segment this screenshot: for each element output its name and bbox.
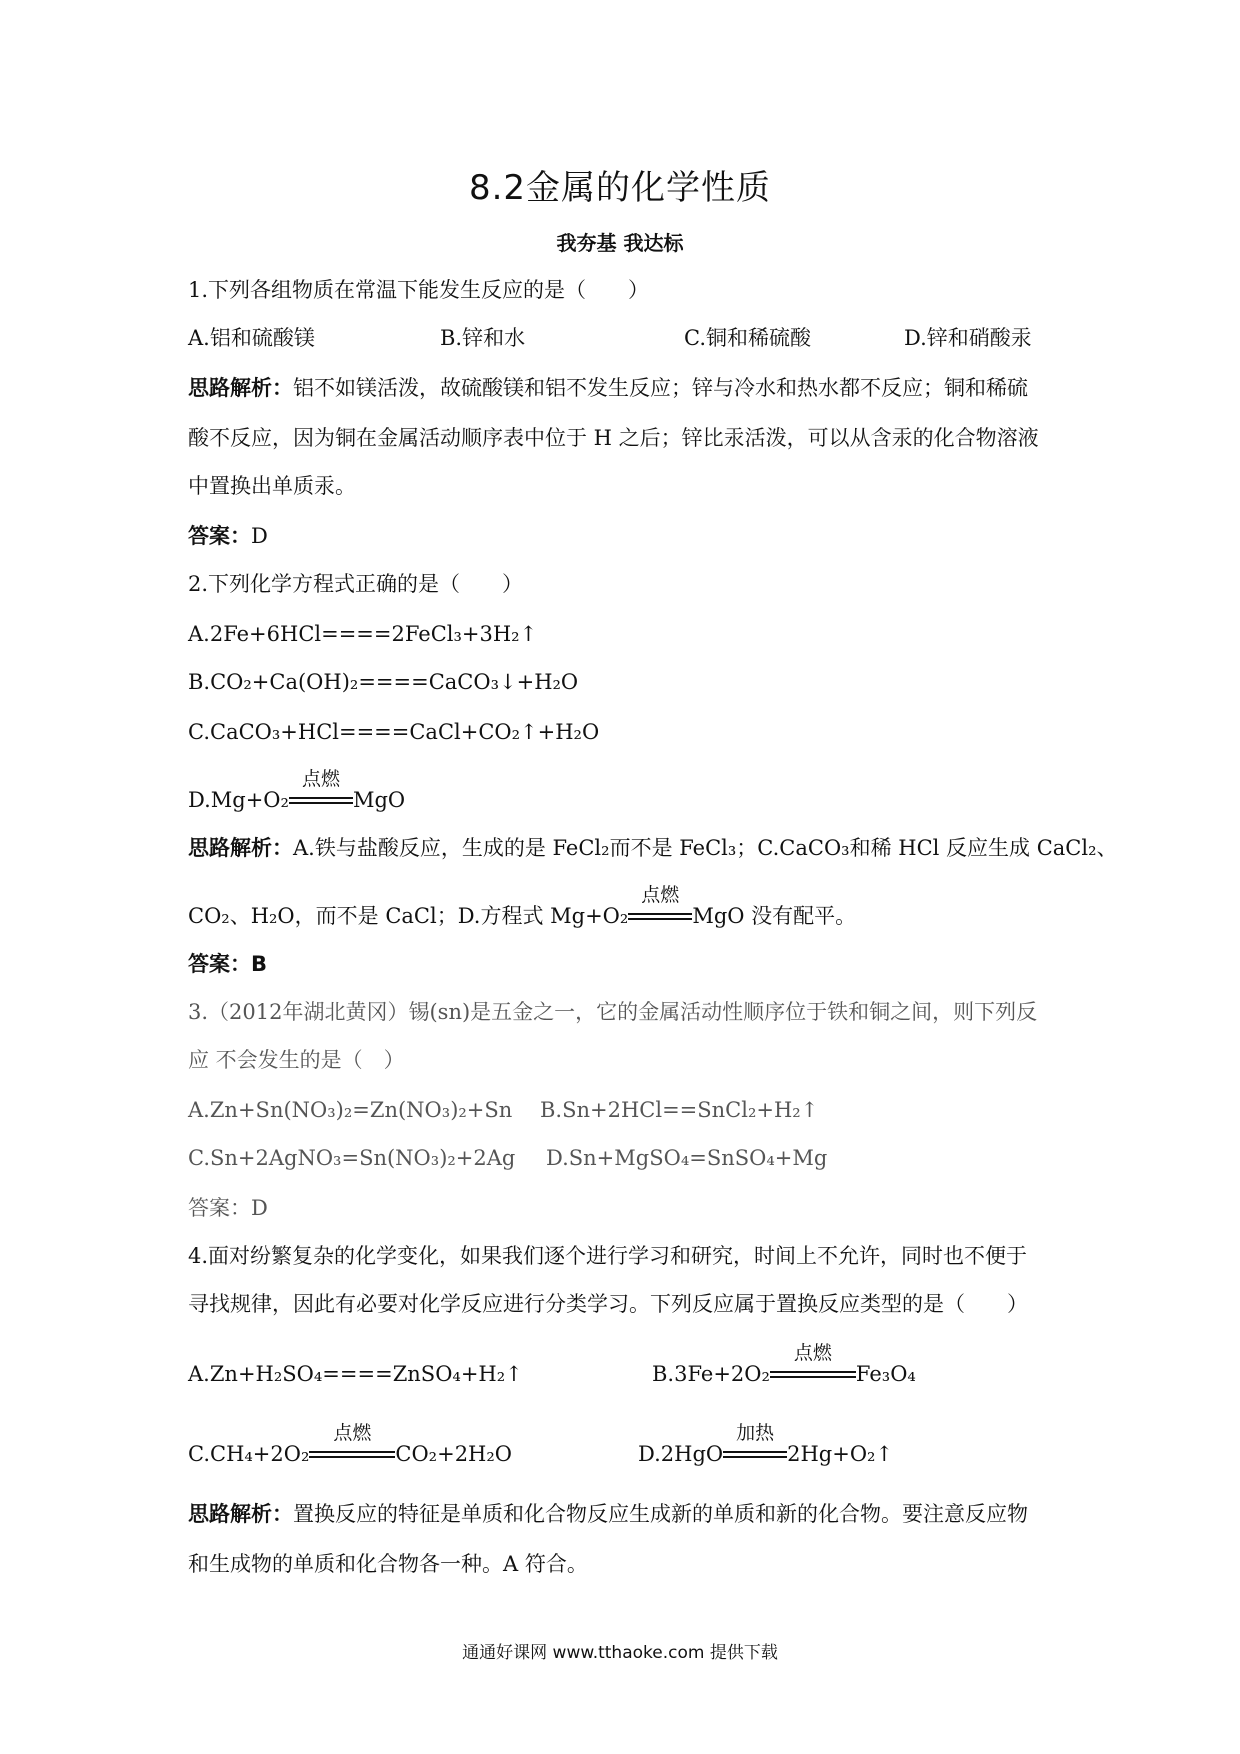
q4-option-d: D.2HgO 加热 2Hg+O₂↑: [638, 1440, 893, 1470]
q2-analysis-line-2: CO₂、H₂O，而不是 CaCl；D.方程式 Mg+O₂ 点燃 MgO 没有配平。: [188, 902, 1068, 932]
q2-option-b: B.CO₂+Ca(OH)₂====CaCO₃↓+H₂O: [188, 670, 579, 694]
q3-option-d: D.Sn+MgSO₄=SnSO₄+Mg: [546, 1146, 828, 1170]
q3-option-b: B.Sn+2HCl==SnCl₂+H₂↑: [540, 1098, 819, 1122]
q3-option-a: A.Zn+Sn(NO₃)₂=Zn(NO₃)₂+Sn: [188, 1098, 513, 1122]
q1-stem: 1.下列各组物质在常温下能发生反应的是（ ）: [188, 278, 650, 302]
q1-analysis-line-1: 思路解析：铝不如镁活泼，故硫酸镁和铝不发生反应；锌与冷水和热水都不反应；铜和稀硫: [188, 376, 1028, 400]
q1-option-a: A.铝和硫酸镁: [188, 326, 315, 350]
q4-stem-line-2: 寻找规律，因此有必要对化学反应进行分类学习。下列反应属于置换反应类型的是（ ）: [188, 1292, 1028, 1316]
q4-stem-line-1: 4.面对纷繁复杂的化学变化，如果我们逐个进行学习和研究，时间上不允许，同时也不便于: [188, 1244, 1028, 1268]
page-title: 8.2金属的化学性质: [468, 168, 772, 208]
ignite-condition-arrow: 点燃: [289, 788, 353, 816]
heat-condition-arrow: 加热: [723, 1442, 787, 1470]
q3-answer: 答案：D: [188, 1196, 268, 1220]
q2-option-d: D.Mg+O₂ 点燃 MgO: [188, 786, 1068, 816]
q4-option-b: B.3Fe+2O₂ 点燃 Fe₃O₄: [652, 1360, 916, 1390]
q1-option-b: B.锌和水: [440, 326, 526, 350]
q1-analysis-label: 思路解析：: [188, 376, 293, 400]
q3-stem-line-1: 3.（2012年湖北黄冈）锡(sn)是五金之一，它的金属活动性顺序位于铁和铜之间，则下列反: [188, 1000, 1038, 1024]
q4-option-c: C.CH₄+2O₂ 点燃 CO₂+2H₂O: [188, 1440, 512, 1470]
page-footer: 通通好课网 www.tthaoke.com 提供下载: [462, 1643, 778, 1663]
q4-analysis-line-2: 和生成物的单质和化合物各一种。A 符合。: [188, 1552, 588, 1576]
q1-option-c: C.铜和稀硫酸: [684, 326, 811, 350]
q2-option-a: A.2Fe+6HCl====2FeCl₃+3H₂↑: [188, 622, 538, 646]
q2-option-c: C.CaCO₃+HCl====CaCl+CO₂↑+H₂O: [188, 720, 600, 744]
ignite-condition-arrow: 点燃: [628, 904, 692, 932]
ignite-condition-arrow: 点燃: [309, 1442, 395, 1470]
section-subtitle: 我夯基 我达标: [556, 231, 684, 255]
q3-option-c: C.Sn+2AgNO₃=Sn(NO₃)₂+2Ag: [188, 1146, 516, 1170]
q1-analysis-line-3: 中置换出单质汞。: [188, 474, 356, 498]
q4-analysis-line-1: 思路解析：置换反应的特征是单质和化合物反应生成新的单质和新的化合物。要注意反应物: [188, 1502, 1028, 1526]
ignite-condition-arrow: 点燃: [770, 1362, 856, 1390]
q3-stem-line-2: 应 不会发生的是（ ）: [188, 1048, 405, 1072]
q4-option-a: A.Zn+H₂SO₄====ZnSO₄+H₂↑: [188, 1362, 523, 1386]
q1-analysis-line-2: 酸不反应，因为铜在金属活动顺序表中位于 H 之后；锌比汞活泼，可以从含汞的化合物溶液: [188, 426, 1039, 450]
q2-stem: 2.下列化学方程式正确的是（ ）: [188, 572, 524, 596]
q1-option-d: D.锌和硝酸汞: [904, 326, 1032, 350]
q1-answer: 答案：D: [188, 524, 268, 548]
q2-analysis-line-1: 思路解析：A.铁与盐酸反应，生成的是 FeCl₂而不是 FeCl₃；C.CaCO₃和稀 HCl 反应生成 CaCl₂、: [188, 836, 1118, 860]
q2-answer: 答案：B: [188, 952, 268, 976]
